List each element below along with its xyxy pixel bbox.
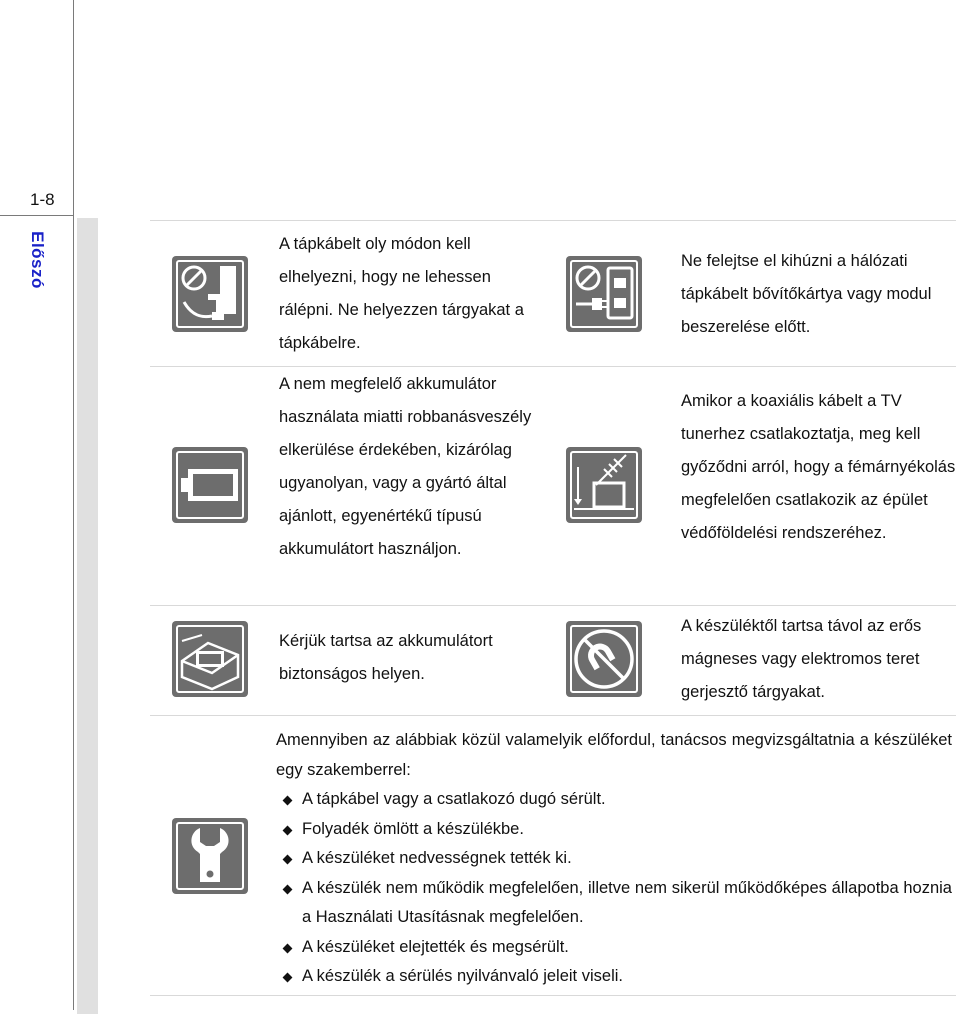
list-item: A készüléket elejtették és megsérült. [282, 933, 952, 963]
bullet-diamond-icon [283, 973, 293, 983]
coax-ground-text: Amikor a koaxiális kábelt a TV tunerhez csatlakoztatja, meg kell győződni arról, hogy a fémárnyékolás megfelelően csatlakozik az épület védőföldelési rendszeréhez. [681, 392, 956, 542]
page-number: 1-8 [30, 190, 55, 209]
list-item: A készülék nem működik megfelelően, illetve nem sikerül működőképes állapotba hoznia a Használati Utasításnak megfelelően. [282, 874, 952, 933]
divider [150, 605, 956, 606]
battery-icon [172, 447, 248, 523]
divider [150, 366, 956, 367]
unplug-text: Ne felejtse el kihúzni a hálózati tápkábelt bővítőkártya vagy modul beszerelése előtt. [681, 252, 932, 336]
bullet-diamond-icon [283, 884, 293, 894]
list-item: Folyadék ömlött a készülékbe. [282, 815, 952, 845]
bullet-diamond-icon [283, 796, 293, 806]
battery-box-icon [172, 621, 248, 697]
bullet-diamond-icon [283, 825, 293, 835]
divider [150, 995, 956, 996]
bullet-diamond-icon [283, 943, 293, 953]
divider [150, 220, 956, 221]
divider [150, 715, 956, 716]
grey-side-bar [77, 218, 98, 1014]
section-title [28, 230, 58, 300]
list-item: A készülék a sérülés nyilvánvaló jeleit viseli. [282, 962, 952, 992]
magnetic-text: A készüléktől tartsa távol az erős mágneses vagy elektromos teret gerjesztő tárgyakat. [681, 617, 922, 701]
power-cable-warning-icon [172, 256, 248, 332]
section-title-text: Előszó [27, 231, 47, 289]
service-conditions-list [282, 785, 952, 992]
cable-placement-text: A tápkábelt oly módon kell elhelyezni, hogy ne lehessen rálépni. Ne helyezzen tárgyakat a tápkábelre. [279, 235, 524, 352]
battery-type-text: A nem megfelelő akkumulátor használata miatti robbanásveszély elkerülése érdekében, kizárólag ugyanolyan, vagy a gyártó által ajánlott, egyenértékű típusú akkumulátort használjon. [279, 375, 532, 558]
bullet-diamond-icon [283, 855, 293, 865]
battery-storage-text: Kérjük tartsa az akkumulátort biztonságos helyen. [279, 632, 493, 683]
unplug-outlet-icon [566, 256, 642, 332]
wrench-service-icon [172, 818, 248, 894]
no-magnet-icon [566, 621, 642, 697]
list-item: A tápkábel vagy a csatlakozó dugó sérült. [282, 785, 952, 815]
left-margin-rule [73, 0, 74, 1010]
service-intro-text: Amennyiben az alábbiak közül valamelyik előfordul, tanácsos megvizsgáltatnia a készüléket egy szakemberrel: [276, 731, 952, 779]
page-number-rule [0, 215, 73, 216]
list-item: A készüléket nedvességnek tették ki. [282, 844, 952, 874]
tv-antenna-ground-icon [566, 447, 642, 523]
